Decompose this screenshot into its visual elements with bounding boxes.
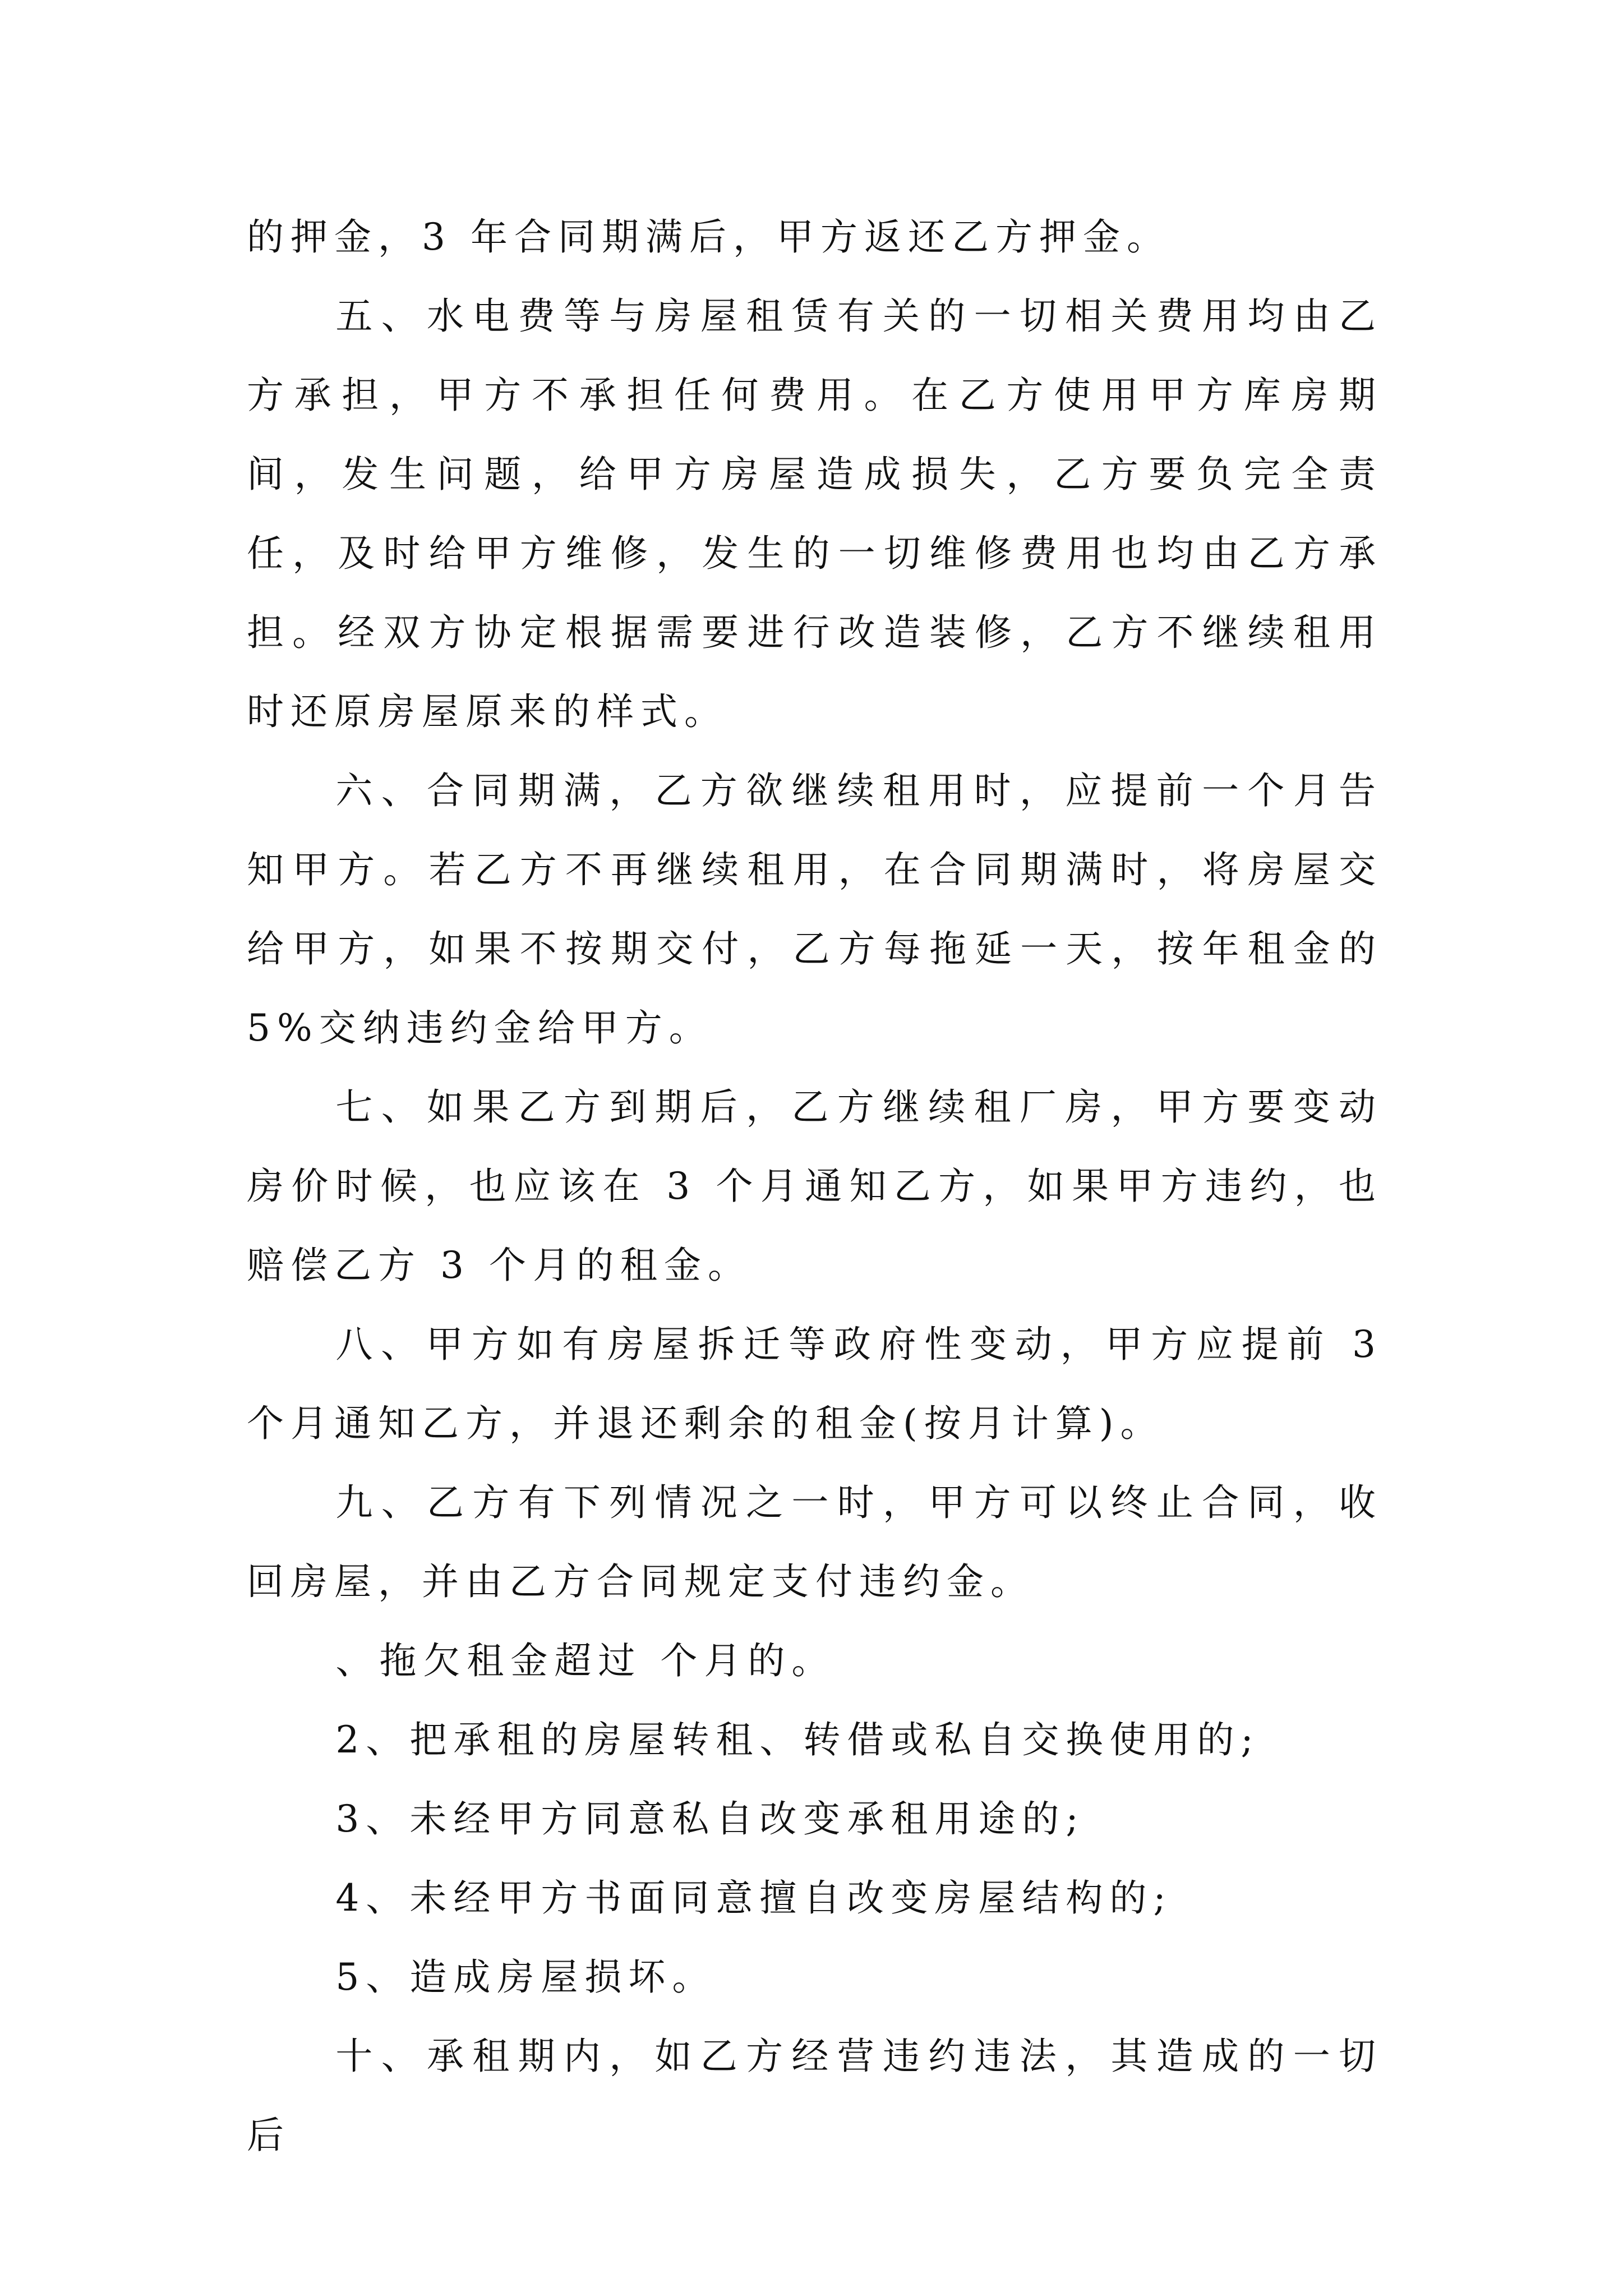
paragraph-clause-8: 八、甲方如有房屋拆迁等政府性变动，甲方应提前 3 个月通知乙方，并退还剩余的租金(按月计算)。 [247, 1323, 1382, 1445]
paragraph-clause-5: 五、水电费等与房屋租赁有关的一切相关费用均由乙方承担，甲方不承担任何费用。在乙方使用甲方库房期间，发生问题，给甲方房屋造成损失，乙方要负完全责任，及时给甲方维修，发生的一切维修费用也均由乙方承担。经双方协定根据需要进行改造装修，乙方不继续租用时还原房屋原来的样式。 [247, 295, 1382, 733]
paragraph-clause-7: 七、如果乙方到期后，乙方继续租厂房，甲方要变动房价时候，也应该在 3 个月通知乙方，如果甲方违约，也赔偿乙方 3 个月的租金。 [247, 1085, 1382, 1287]
paragraph-clause-9: 九、乙方有下列情况之一时，甲方可以终止合同，收回房屋，并由乙方合同规定支付违约金。 [247, 1481, 1382, 1603]
list-item-3: 3、未经甲方同意私自改变承租用途的; [335, 1797, 1085, 1841]
paragraph-deposit-return: 的押金，3 年合同期满后，甲方返还乙方押金。 [247, 215, 1170, 259]
paragraph-clause-6: 六、合同期满，乙方欲继续租用时，应提前一个月告知甲方。若乙方不再继续租用，在合同期满时，将房屋交给甲方，如果不按期交付，乙方每拖延一天，按年租金的 5%交纳违约金给甲方。 [247, 769, 1382, 1050]
list-item-4: 4、未经甲方书面同意擅自改变房屋结构的; [335, 1876, 1173, 1920]
list-item-5: 5、造成房屋损坏。 [335, 1955, 716, 1999]
contract-text-body [247, 197, 1382, 2175]
list-item-1: 、拖欠租金超过 个月的。 [335, 1639, 836, 1682]
list-item-2: 2、把承租的房屋转租、转借或私自交换使用的; [335, 1718, 1260, 1761]
paragraph-clause-10: 十、承租期内，如乙方经营违约违法，其造成的一切后 [247, 2035, 1382, 2157]
